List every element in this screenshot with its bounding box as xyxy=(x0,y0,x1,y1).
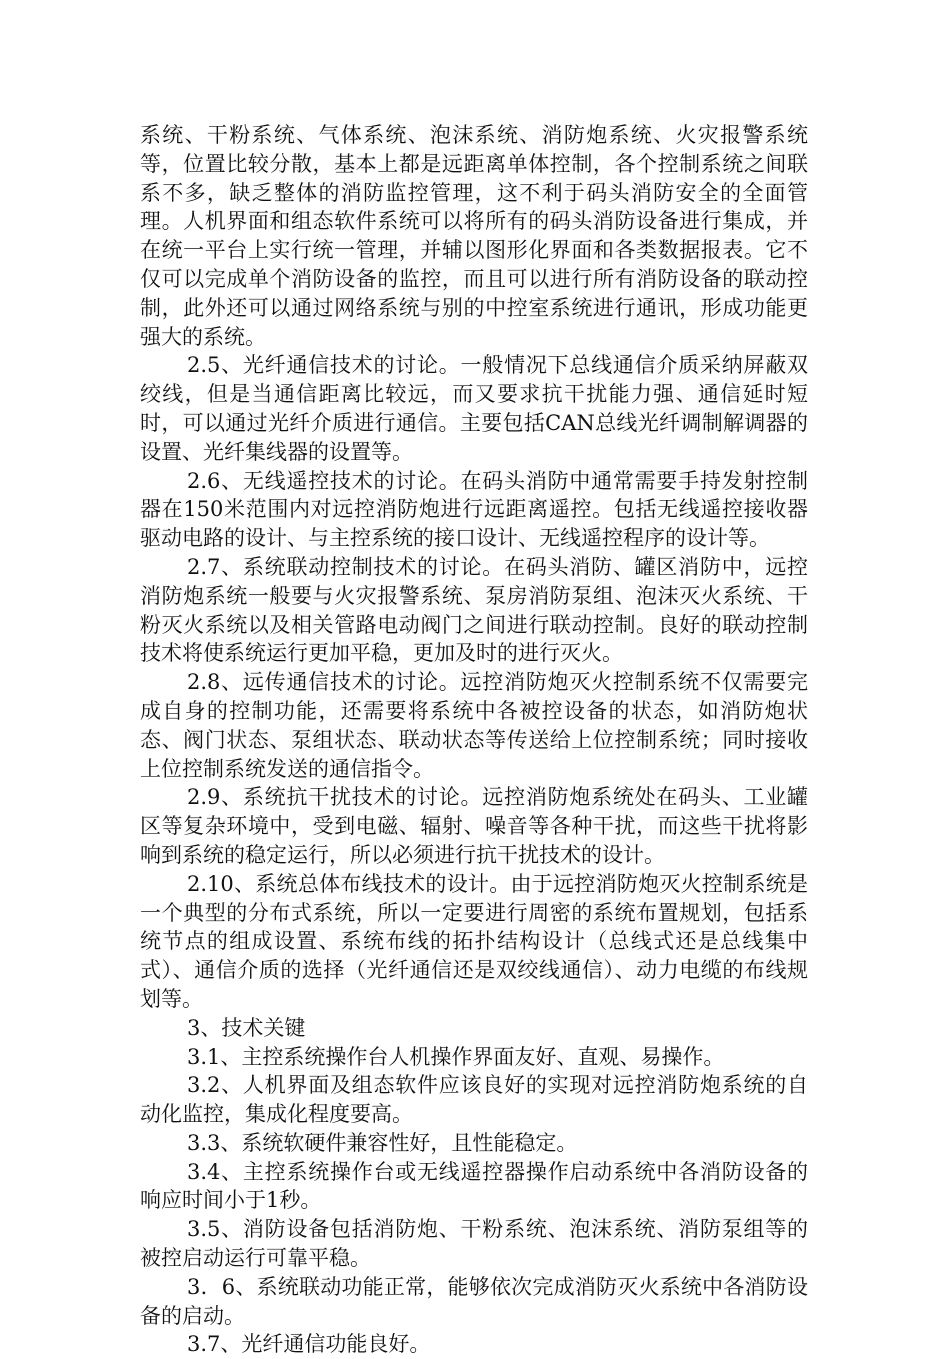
paragraph-3-7: 3.7、光纤通信功能良好。 xyxy=(187,1332,431,1357)
paragraph-2-6-wireless-remote-control: 2.6、无线遥控技术的讨论。在码头消防中通常需要手持发射控制器在150米范围内对远控消防炮进行远距离遥控。包括无线遥控接收器驱动电路的设计、与主控系统的接口设计、无线遥控程序的设计等。 xyxy=(140,468,808,551)
paragraph-3-6: 3．6、系统联动功能正常，能够依次完成消防灭火系统中各消防设备的启动。 xyxy=(140,1274,808,1328)
paragraph-2-7-linkage-control: 2.7、系统联动控制技术的讨论。在码头消防、罐区消防中，远控消防炮系统一般要与火灾报警系统、泵房消防泵组、泡沫灭火系统、干粉灭火系统以及相关管路电动阀门之间进行联动控制。良好的联动控制技术将使系统运行更加平稳，更加及时的进行灭火。 xyxy=(140,554,808,666)
paragraph-2-10-wiring-design: 2.10、系统总体布线技术的设计。由于远控消防炮灭火控制系统是一个典型的分布式系统，所以一定要进行周密的系统布置规划，包括系统节点的组成设置、系统布线的拓扑结构设计（总线式还是总线集中式）、通信介质的选择（光纤通信还是双绞线通信）、动力电缆的布线规划等。 xyxy=(140,871,808,1011)
paragraph-3-1: 3.1、主控系统操作台人机操作界面友好、直观、易操作。 xyxy=(187,1044,725,1069)
paragraph-3-4: 3.4、主控系统操作台或无线遥控器操作启动系统中各消防设备的响应时间小于1秒。 xyxy=(140,1159,808,1213)
paragraph-2-9-anti-interference: 2.9、系统抗干扰技术的讨论。远控消防炮系统处在码头、工业罐区等复杂环境中，受到电磁、辐射、噪音等各种干扰，而这些干扰将影响到系统的稳定运行，所以必须进行抗干扰技术的设计。 xyxy=(140,785,808,867)
paragraph-2-5-fiber-communication: 2.5、光纤通信技术的讨论。一般情况下总线通信介质采纳屏蔽双绞线，但是当通信距离比较远，而又要求抗干扰能力强、通信延时短时，可以通过光纤介质进行通信。主要包括CAN总线光纤调制解调器的设置、光纤集线器的设置等。 xyxy=(140,353,808,464)
paragraph-3-5: 3.5、消防设备包括消防炮、干粉系统、泡沫系统、消防泵组等的被控启动运行可靠平稳。 xyxy=(140,1217,808,1271)
section-heading-3-key-technology: 3、技术关键 xyxy=(187,1015,306,1040)
paragraph-fire-systems-intro: 系统、干粉系统、气体系统、泡沫系统、消防炮系统、火灾报警系统等，位置比较分散，基本上都是远距离单体控制，各个控制系统之间联系不多，缺乏整体的消防监控管理，这不利于码头消防安全的全面管理。人机界面和组态软件系统可以将所有的码头消防设备进行集成，并在统一平台上实行统一管理，并辅以图形化界面和各类数据报表。它不仅可以完成单个消防设备的监控，而且可以进行所有消防设备的联动控制，此外还可以通过网络系统与别的中控室系统进行通讯，形成功能更强大的系统。 xyxy=(140,123,808,349)
paragraph-3-2: 3.2、人机界面及组态软件应该良好的实现对远控消防炮系统的自动化监控，集成化程度要高。 xyxy=(140,1073,808,1127)
paragraph-3-3: 3.3、系统软硬件兼容性好，且性能稳定。 xyxy=(187,1130,578,1155)
paragraph-2-8-remote-communication: 2.8、远传通信技术的讨论。远控消防炮灭火控制系统不仅需要完成自身的控制功能，还需要将系统中各被控设备的状态，如消防炮状态、阀门状态、泵组状态、联动状态等传送给上位控制系统；同时接收上位控制系统发送的通信指令。 xyxy=(140,670,808,781)
document-body xyxy=(140,121,808,1359)
